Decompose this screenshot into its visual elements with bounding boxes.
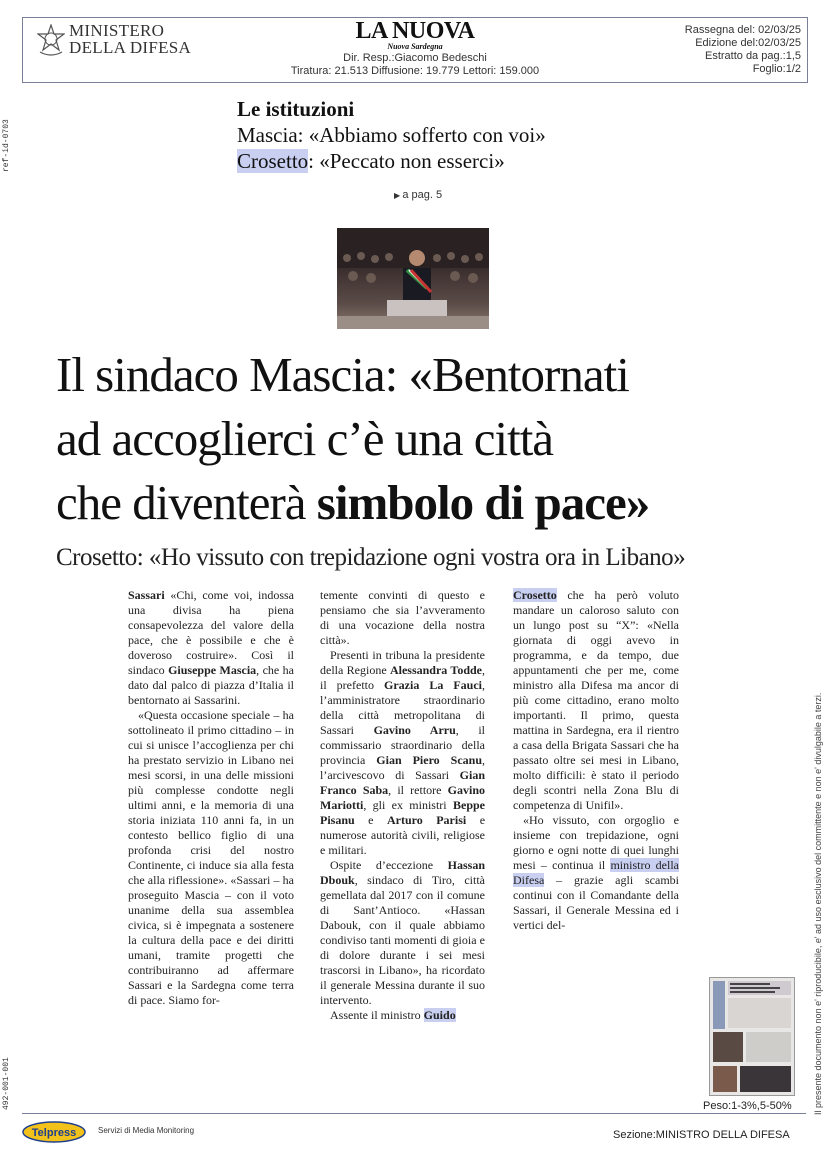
services-text: Servizi di Media Monitoring xyxy=(98,1126,195,1135)
director-line: Dir. Resp.:Giacomo Bedeschi xyxy=(343,52,487,64)
article-column-3 xyxy=(513,588,679,933)
kicker-line-1: Mascia: «Abbiamo sofferto con voi» xyxy=(237,123,546,147)
ministry-line1: MINISTERO xyxy=(69,21,165,40)
sheet-count: Foglio:1/2 xyxy=(752,63,801,75)
page-reference: ▶ a pag. 5 xyxy=(394,189,443,201)
mayor-speech-photo xyxy=(337,228,489,329)
arrow-icon: ▶ xyxy=(394,191,403,200)
paragraph: temente convinti di questo e pensiamo che sia l’avveramento di una vocazione della nostra città». xyxy=(320,588,485,647)
thumbnail-illustration xyxy=(710,978,794,1095)
headline-line-2: ad accoglierci c’è una città xyxy=(56,411,554,466)
weight-label: Peso:1-3%,5-50% xyxy=(703,1100,792,1112)
rassegna-date: Rassegna del: 02/03/25 xyxy=(684,24,801,36)
paragraph: Presenti in tribuna la presidente della Regione Alessandra Todde, il prefetto Grazia La Fauci, l’amministratore straordinario della città metropolitana di Sassari Gavino Arru, il commissario straordinario della provincia Gian Piero Scanu, l’arcivescovo di Sassari Gian Franco Saba, il rettore Gavino Mariotti, gli ex ministri Beppe Pisanu e Arturo Parisi e numerose autorità civili, religiose e militari. xyxy=(320,648,486,857)
headline-emphasis: simbolo di pace» xyxy=(316,475,650,530)
kicker-section: Le istituzioni xyxy=(237,97,355,121)
telpress-logo xyxy=(22,1121,86,1143)
paragraph: Ospite d’eccezione Hassan Dbouk, sindaco di Tiro, città gemellata dal 2017 con il comune di Sant’Antioco. «Hassan Dabouk, con il quale abbiamo condiviso tanti momenti di gioia e di dolore durante i sei mesi trascorsi in Libano», ha ricordato il generale Messina durante il suo intervento. xyxy=(320,858,485,1007)
paragraph: «Ho vissuto, con orgoglio e insieme con trepidazione, ogni giorno e ogni notte di quei lunghi mesi – continua il ministro della Difesa – grazie agli scambi continui con il Comandante della Sassari, il Generale Messina ed i vertici del- xyxy=(513,813,679,932)
edition-date: Edizione del:02/03/25 xyxy=(695,37,801,49)
highlight-crosetto: Crosetto xyxy=(237,149,309,173)
subheadline: Crosetto: «Ho vissuto con trepidazione ogni vostra ora in Libano» xyxy=(56,544,686,571)
headline-line-1: Il sindaco Mascia: «Bentornati xyxy=(56,347,629,402)
press-header xyxy=(22,17,808,83)
newspaper-subtitle: Nuova Sardegna xyxy=(387,42,443,51)
highlight-ministro: ministro della Difesa xyxy=(513,858,679,887)
ministry-line2: DELLA DIFESA xyxy=(69,38,192,57)
disclaimer-text: Il presente documento non e' riproducibile, e' ad uso esclusivo del committente e non e' divulgabile a terzi. xyxy=(813,692,823,1115)
telpress-logo-text: Telpress xyxy=(31,1127,77,1139)
newspaper-title: LA NUOVA xyxy=(355,18,475,44)
paragraph: Assente il ministro Guido xyxy=(330,1008,456,1022)
section-label: Sezione:MINISTRO DELLA DIFESA xyxy=(613,1129,790,1141)
footer-divider xyxy=(22,1113,806,1114)
article-column-1 xyxy=(128,588,294,1008)
paragraph: Crosetto che ha però voluto mandare un caloroso saluto con un lungo post su “X”: «Nella giornata di oggi avevo in programma, e da tempo, due appuntamenti che per me, come ministro alla Difesa ma ancor di più come cittadino, erano molto importanti. Il primo, questa mattina in Sardegna, era il rientro a casa della Brigata Sassari che ha passato oltre sei mesi in Libano, molto difficili: è stato il periodo degli scontri nella Zona Blu di competenza di Unifil». xyxy=(513,588,679,812)
extract-pages: Estratto da pag.:1,5 xyxy=(704,50,801,62)
circulation-line: Tiratura: 21.513 Diffusione: 19.779 Lettori: 159.000 xyxy=(290,65,540,77)
press-review-info xyxy=(685,24,801,76)
headline-line-3: che diventerà simbolo di pace» xyxy=(56,475,650,530)
paragraph: Sassari «Chi, come voi, indossa una divisa ha piena consapevolezza del valore della pace, che è possibile e che è doveroso costruire». Così il sindaco Giuseppe Mascia, che ha dato dal palco di piazza d’Italia il bentornato ai Sassarini. xyxy=(128,588,294,707)
photo-illustration xyxy=(337,228,489,329)
paragraph: «Questa occasione speciale – ha sottolineato il primo cittadino – in cui si unisce l’accoglienza per chi ha prestato servizio in Libano nei mesi scorsi, in una delle missioni più complesse condotte negli ultimi anni, e la memoria di una storia iniziata 110 anni fa, in un contesto bellico figlio di una profonda crisi del nostro Continente, ci induce sia alla festa che alla riflessione». «Sassari – ha proseguito Mascia – con il voto unanime della sua assemblea civica, si è impegnata a sostenere la cultura della pace e dei diritti umani, tramite progetti che contribuiranno ad affermare Sassari e la Sardegna come terra di pace. Siamo for- xyxy=(128,708,294,1007)
kicker-line-2: Crosetto: «Peccato non esserci» xyxy=(237,149,505,173)
document-code: 492-001-001 xyxy=(2,1057,11,1110)
ref-id-label: ref-id-0703 xyxy=(2,119,11,172)
page-thumbnail xyxy=(709,977,795,1096)
article-column-2 xyxy=(320,588,485,1023)
highlight-guido: Guido xyxy=(423,1008,456,1022)
highlight-crosetto-body: Crosetto xyxy=(513,588,557,602)
